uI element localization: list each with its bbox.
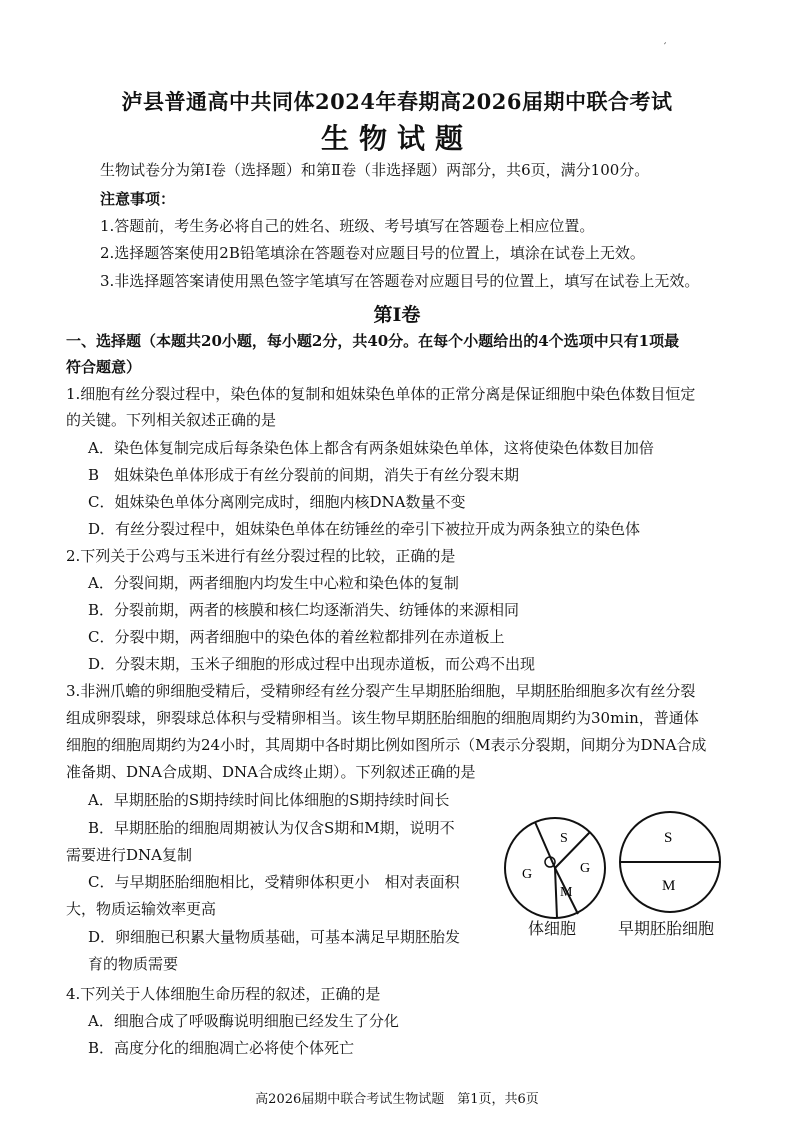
- question-2-option-b: B．分裂前期，两者的核膜和核仁均逐渐消失、纺锤体的来源相同: [88, 601, 520, 619]
- question-2-option-d: D．分裂末期，玉米子细胞的形成过程中出现赤道板，而公鸡不出现: [88, 655, 536, 673]
- question-1-stem: 的关键。下列相关叙述正确的是: [66, 411, 277, 429]
- question-3-option-b: B．早期胚胎的细胞周期被认为仅含S期和M期，说明不: [88, 819, 455, 837]
- label-m: M: [560, 885, 573, 900]
- question-4-option-a: A．细胞合成了呼吸酶说明细胞已经发生了分化: [88, 1012, 399, 1030]
- somatic-cell-cycle-diagram: [505, 818, 605, 918]
- question-3-stem: 准备期、DNA合成期、DNA合成终止期）。下列叙述正确的是: [66, 763, 476, 781]
- notice-item: 3.非选择题答案请使用黑色签字笔填写在答题卷对应题目号的位置上，填写在试卷上无效。: [100, 272, 700, 290]
- question-2-option-a: A．分裂间期，两者细胞内均发生中心粒和染色体的复制: [88, 574, 459, 592]
- section-instruction: 符合题意）: [66, 358, 142, 376]
- notice-title: 注意事项：: [100, 190, 176, 208]
- label-m: M: [662, 878, 676, 894]
- exam-intro: 生物试卷分为第Ⅰ卷（选择题）和第Ⅱ卷（非选择题）两部分，共6页，满分100分。: [100, 161, 650, 179]
- divider-line: [555, 868, 557, 918]
- stray-mark: ′: [664, 42, 667, 53]
- label-s: S: [560, 831, 568, 846]
- question-2-option-c: C．分裂中期，两者细胞中的染色体的着丝粒都排列在赤道板上: [88, 628, 505, 646]
- label-s: S: [664, 830, 673, 846]
- question-3-stem: 3.非洲爪蟾的卵细胞受精后，受精卵经有丝分裂产生早期胚胎细胞，早期胚胎细胞多次有丝分裂: [66, 682, 696, 700]
- question-1-option-a: A．染色体复制完成后每条染色体上都含有两条姐妹染色单体，这将使染色体数目加倍: [88, 439, 654, 457]
- question-3-option-b-cont: 需要进行DNA复制: [66, 846, 192, 864]
- notice-item: 1.答题前，考生务必将自己的姓名、班级、考号填写在答题卷上相应位置。: [100, 217, 595, 235]
- embryo-cell-cycle-diagram: [620, 812, 720, 912]
- section-title: 第Ⅰ卷: [373, 304, 421, 326]
- label-g2: G: [580, 861, 591, 876]
- question-4-stem: 4.下列关于人体细胞生命历程的叙述，正确的是: [66, 985, 381, 1003]
- exam-title: 泸县普通高中共同体2024年春期高2026届期中联合考试: [121, 89, 673, 114]
- question-3-option-c-cont: 大，物质运输效率更高: [66, 900, 217, 918]
- question-1-stem: 1.细胞有丝分裂过程中，染色体的复制和姐妹染色单体的正常分离是保证细胞中染色体数目恒定: [66, 385, 696, 403]
- question-3-option-d-cont: 育的物质需要: [88, 955, 179, 973]
- section-instruction: 一、选择题（本题共20小题，每小题2分，共40分。在每个小题给出的4个选项中只有1项最: [66, 332, 680, 350]
- question-3-option-d: D．卵细胞已积累大量物质基础，可基本满足早期胚胎发: [88, 928, 461, 946]
- subject-title: 生物试题: [320, 122, 473, 155]
- page-footer: 高2026届期中联合考试生物试题 第1页，共6页: [255, 1092, 539, 1107]
- cell-cycle-figure: [500, 800, 740, 940]
- question-3-option-a: A．早期胚胎的S期持续时间比体细胞的S期持续时间长: [88, 791, 450, 809]
- somatic-cell-caption: 体细胞: [528, 919, 577, 938]
- label-g1: G: [522, 867, 533, 882]
- question-1-option-b: B 姐妹染色单体形成于有丝分裂前的间期，消失于有丝分裂末期: [88, 466, 520, 484]
- notice-item: 2.选择题答案使用2B铅笔填涂在答题卷对应题目号的位置上，填涂在试卷上无效。: [100, 244, 645, 262]
- question-1-option-d: D．有丝分裂过程中，姐妹染色单体在纺锤丝的牵引下被拉开成为两条独立的染色体: [88, 520, 641, 538]
- question-3-option-c: C．与早期胚胎细胞相比，受精卵体积更小 相对表面积: [88, 873, 460, 891]
- question-4-option-b: B．高度分化的细胞凋亡必将使个体死亡: [88, 1039, 355, 1057]
- question-1-option-c: C．姐妹染色单体分离刚完成时，细胞内核DNA数量不变: [88, 493, 466, 511]
- question-3-stem: 组成卵裂球，卵裂球总体积与受精卵相当。该生物早期胚胎细胞的细胞周期约为30min，普通体: [66, 709, 699, 727]
- question-3-stem: 细胞的细胞周期约为24小时，其周期中各时期比例如图所示（M表示分裂期，间期分为DNA合成: [66, 736, 707, 754]
- question-2-stem: 2.下列关于公鸡与玉米进行有丝分裂过程的比较，正确的是: [66, 547, 456, 565]
- embryo-cell-caption: 早期胚胎细胞: [618, 919, 715, 938]
